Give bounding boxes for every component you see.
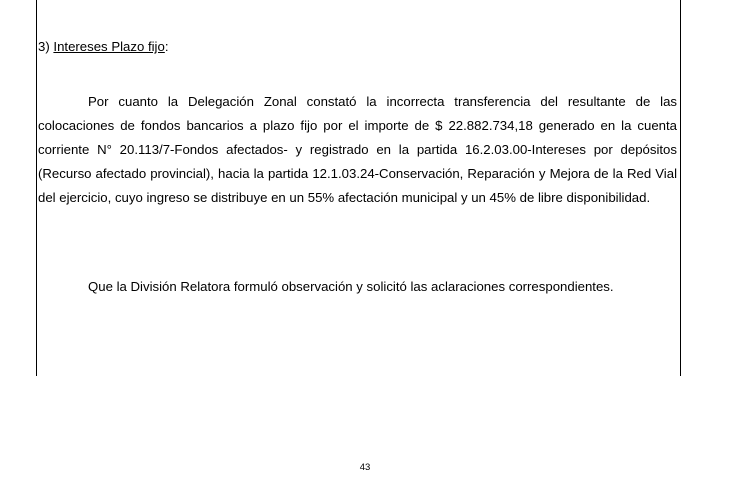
section-heading (38, 39, 169, 55)
section-title: Intereses Plazo fijo (53, 39, 165, 54)
section-number: 3) (38, 39, 50, 54)
section-colon: : (164, 39, 169, 54)
page-number: 43 (359, 462, 371, 473)
frame-right-border (680, 0, 681, 376)
paragraph-division-relatora: Que la División Relatora formuló observación y solicitó las aclaraciones correspondientes. (88, 279, 614, 294)
frame-left-border (36, 0, 37, 376)
paragraph-delegacion: Por cuanto la Delegación Zonal constató la incorrecta transferencia del resultante de las colocaciones de fondos bancarios a plazo fijo por el importe de $ 22.882.734,18 generado en la cuenta corriente N° 20.113/7-Fondos afectados- y registrado en la partida 16.2.03.00-Intereses por depósitos (Recurso afectado provincial), hacia la partida 12.1.03.24-Conservación, Reparación y Mejora de la Red Vial del ejercicio, cuyo ingreso se distribuye en un 55% afectación municipal y un 45% de libre disponibilidad. (38, 94, 677, 205)
